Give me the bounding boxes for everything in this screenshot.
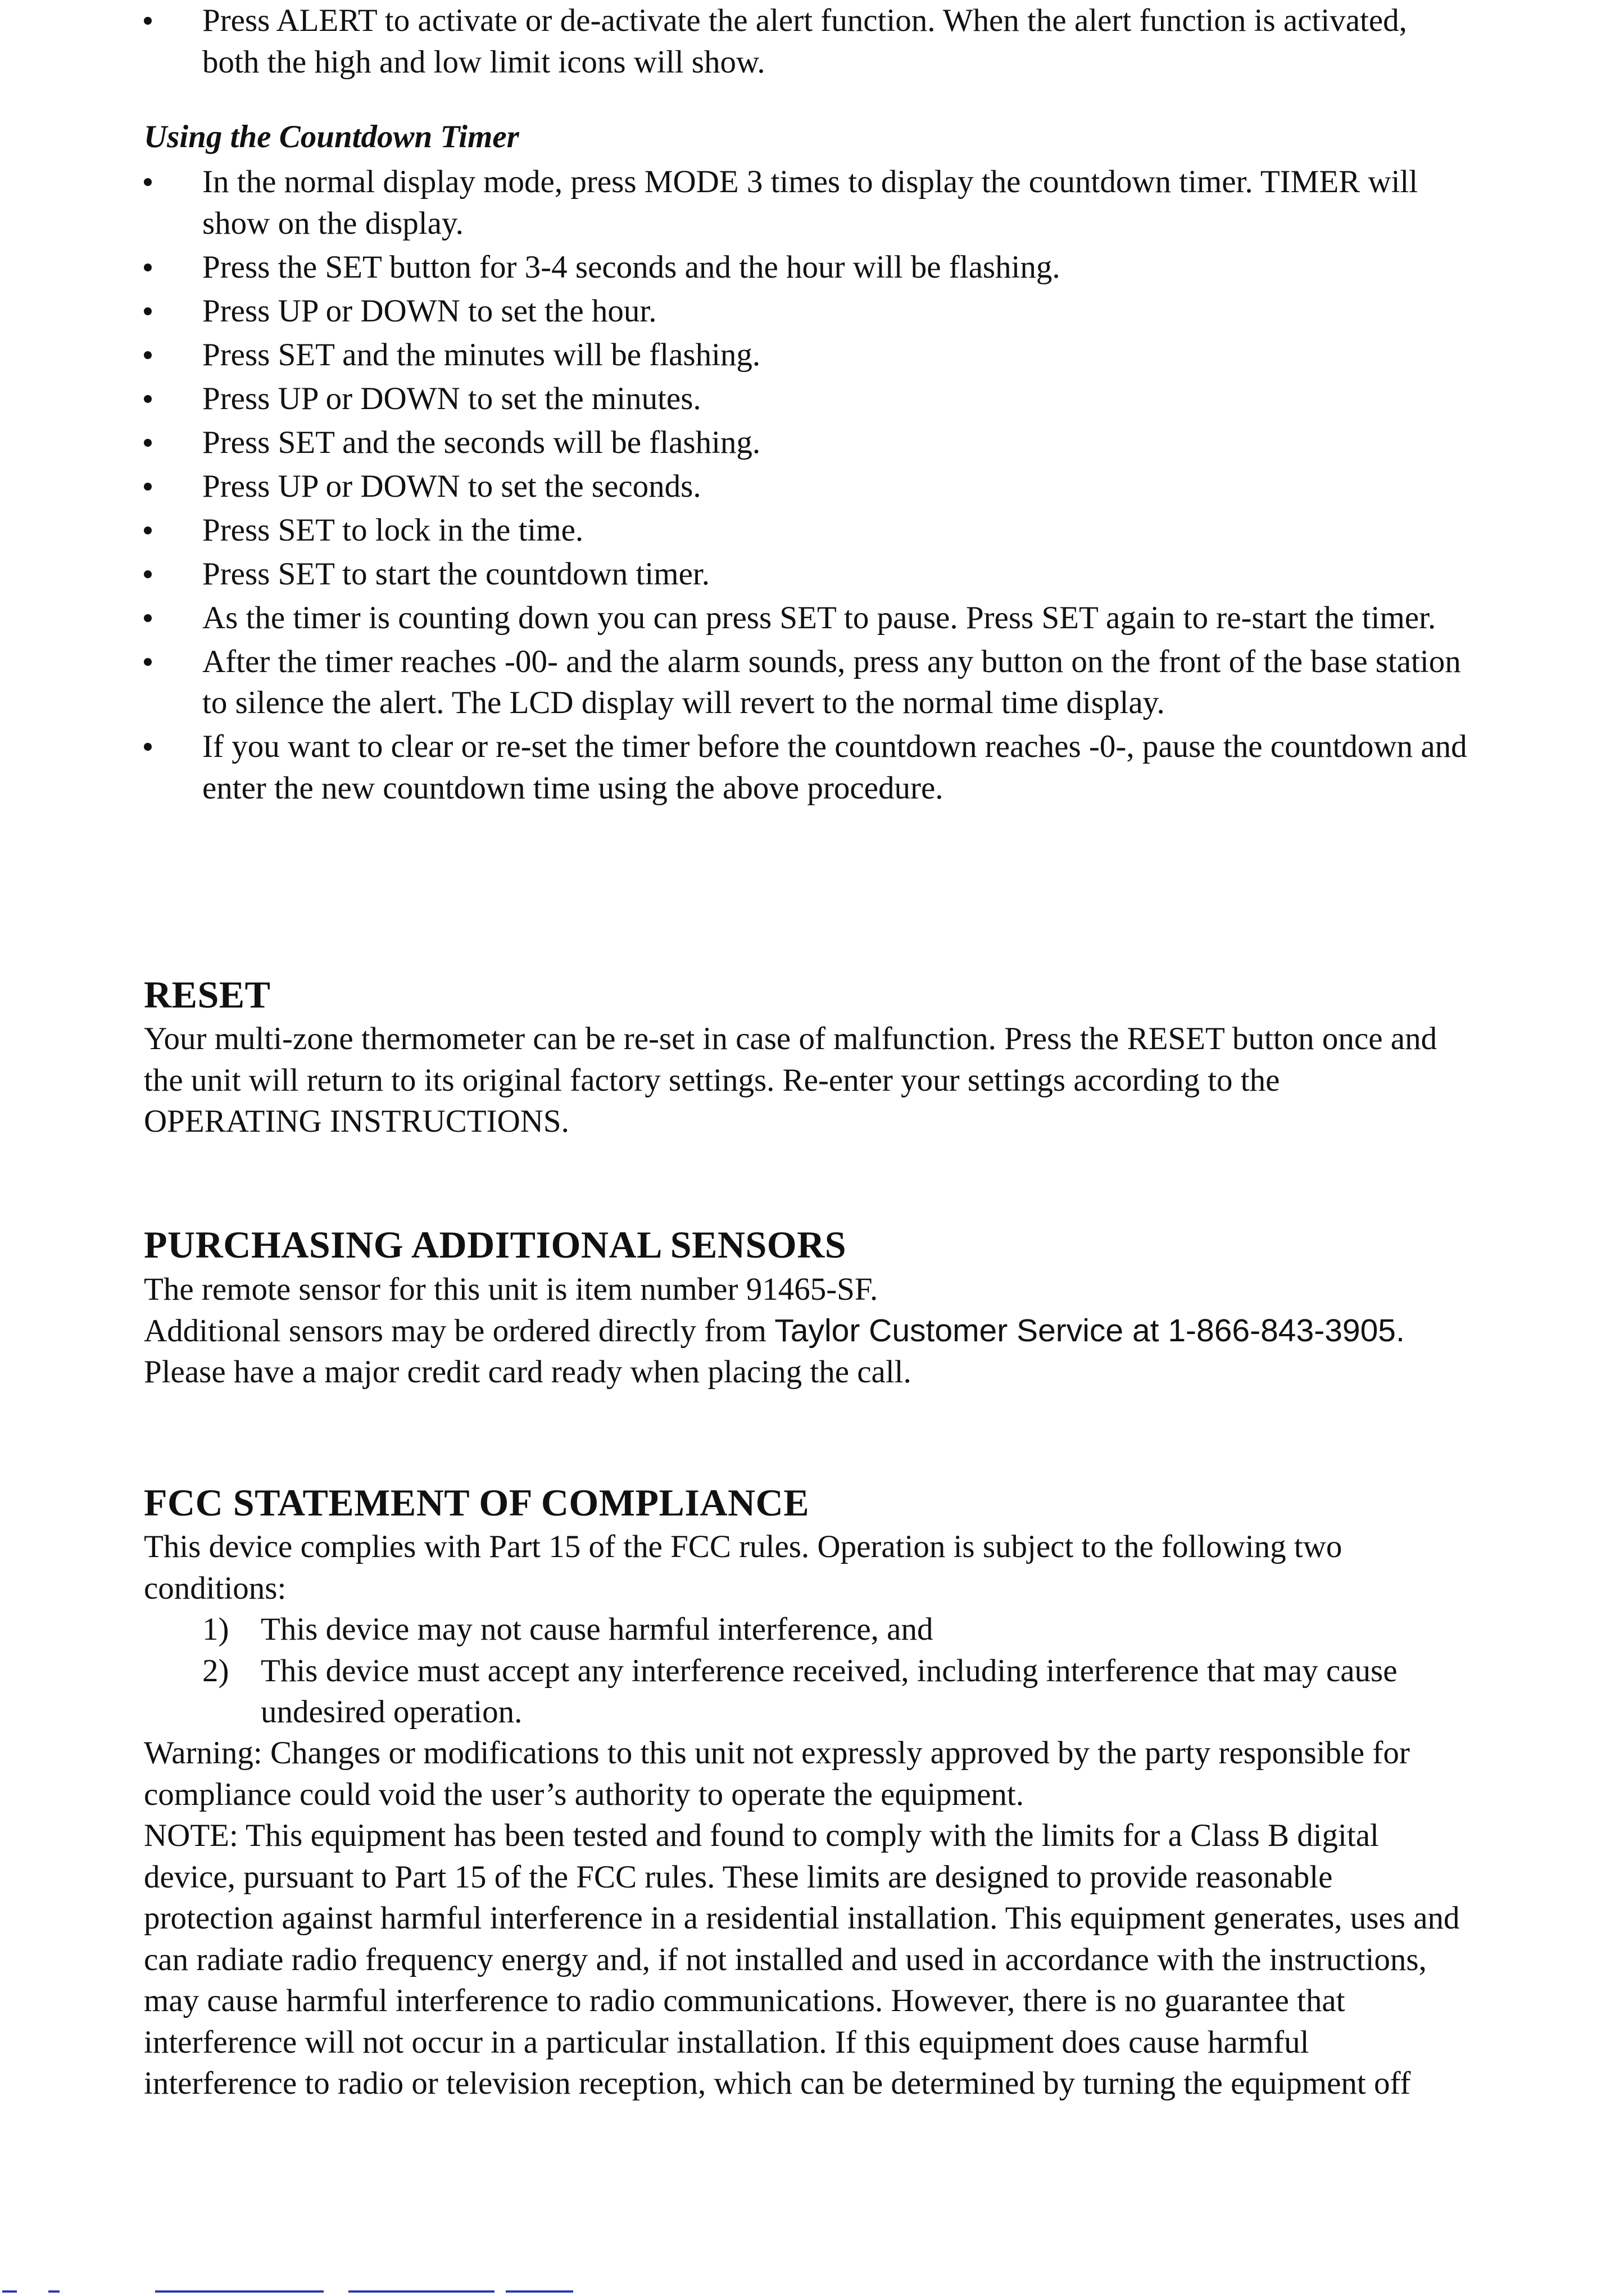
fcc-conditions-list	[202, 1609, 1398, 1733]
list-item: Press UP or DOWN to set the hour.	[144, 291, 1615, 332]
footer-fragment	[155, 2290, 324, 2293]
list-item: After the timer reaches -00- and the alarm sounds, press any button on the front of the base station to silence the alert. The LCD display will revert to the normal time display.	[144, 641, 1615, 724]
list-item: In the normal display mode, press MODE 3 times to display the countdown timer. TIMER will show on the display.	[144, 161, 1615, 244]
bullet-icon	[144, 658, 152, 666]
list-item: 1) This device may not cause harmful interference, and	[202, 1612, 933, 1647]
bullet-icon	[144, 178, 152, 186]
list-item: Press SET and the minutes will be flashing.	[144, 334, 1615, 376]
fcc-heading: FCC STATEMENT OF COMPLIANCE	[144, 1481, 810, 1524]
timer-section-title: Using the Countdown Timer	[144, 119, 519, 155]
bullet-icon	[144, 439, 152, 447]
list-item: Press ALERT to activate or de-activate the alert function. When the alert function is activated, both the high and low limit icons will show.	[144, 0, 1615, 83]
fcc-intro: This device complies with Part 15 of the FCC rules. Operation is subject to the following two conditions:	[144, 1529, 1342, 1606]
list-item: 2) This device must accept any interference received, including interference that may cause undesired operation.	[202, 1653, 1398, 1730]
list-item: As the timer is counting down you can press SET to pause. Press SET again to re-start the timer.	[144, 597, 1615, 639]
cropped-footer-link-fragments	[0, 2283, 618, 2296]
purchasing-paragraph: The remote sensor for this unit is item number 91465-SF. Additional sensors may be ordered directly from Taylor Customer Service at 1-866-843-3905. Please have a major credit card ready when placing the call.	[144, 1272, 1405, 1390]
fcc-warning: Warning: Changes or modifications to this unit not expressly approved by the party responsible for compliance could void the user’s authority to operate the equipment.	[144, 1735, 1410, 1812]
reset-heading: RESET	[144, 973, 271, 1016]
bullet-icon	[144, 614, 152, 622]
list-item: Press SET to start the countdown timer.	[144, 553, 1615, 595]
bullet-icon	[144, 527, 152, 534]
footer-fragment	[348, 2290, 495, 2293]
footer-fragment	[48, 2290, 60, 2293]
list-item: Press UP or DOWN to set the seconds.	[144, 466, 1615, 507]
bullet-icon	[144, 17, 152, 25]
purchasing-heading: PURCHASING ADDITIONAL SENSORS	[144, 1223, 847, 1266]
reset-paragraph: Your multi-zone thermometer can be re-set in case of malfunction. Press the RESET button once and the unit will return to its original factory settings. Re-enter your settings according to the OPERATING INSTRUCTIONS.	[144, 1021, 1437, 1139]
bullet-icon	[144, 743, 152, 751]
bullet-icon	[144, 395, 152, 403]
list-item: Press UP or DOWN to set the minutes.	[144, 378, 1615, 420]
bullet-icon	[144, 351, 152, 359]
footer-fragment	[2, 2290, 17, 2293]
bullet-icon	[144, 264, 152, 271]
bullet-icon	[144, 570, 152, 578]
bullet-icon	[144, 483, 152, 491]
fcc-note: NOTE: This equipment has been tested and found to comply with the limits for a Class B digital device, pursuant to Part 15 of the FCC rules. These limits are designed to provide reasonable protection against harmful interference in a residential installation. This equipment generates, uses and can radiate radio frequency energy and, if not installed and used in accordance with the instructions, may cause harmful interference to radio communications. However, there is no guarantee that interference will not occur in a particular installation. If this equipment does cause harmful interference to radio or television reception, which can be determined by turning the equipment off	[144, 1818, 1460, 2101]
footer-fragment	[506, 2290, 573, 2293]
customer-service-contact: Taylor Customer Service at 1-866-843-3905.	[774, 1312, 1405, 1349]
timer-bullet-list	[144, 161, 1615, 809]
alert-bullet-list	[144, 0, 1615, 83]
list-item: If you want to clear or re-set the timer before the countdown reaches -0-, pause the countdown and enter the new countdown time using the above procedure.	[144, 726, 1615, 809]
list-item: Press SET and the seconds will be flashing.	[144, 422, 1615, 464]
list-item: Press the SET button for 3-4 seconds and the hour will be flashing.	[144, 247, 1615, 288]
bullet-icon	[144, 307, 152, 315]
list-item: Press SET to lock in the time.	[144, 510, 1615, 551]
